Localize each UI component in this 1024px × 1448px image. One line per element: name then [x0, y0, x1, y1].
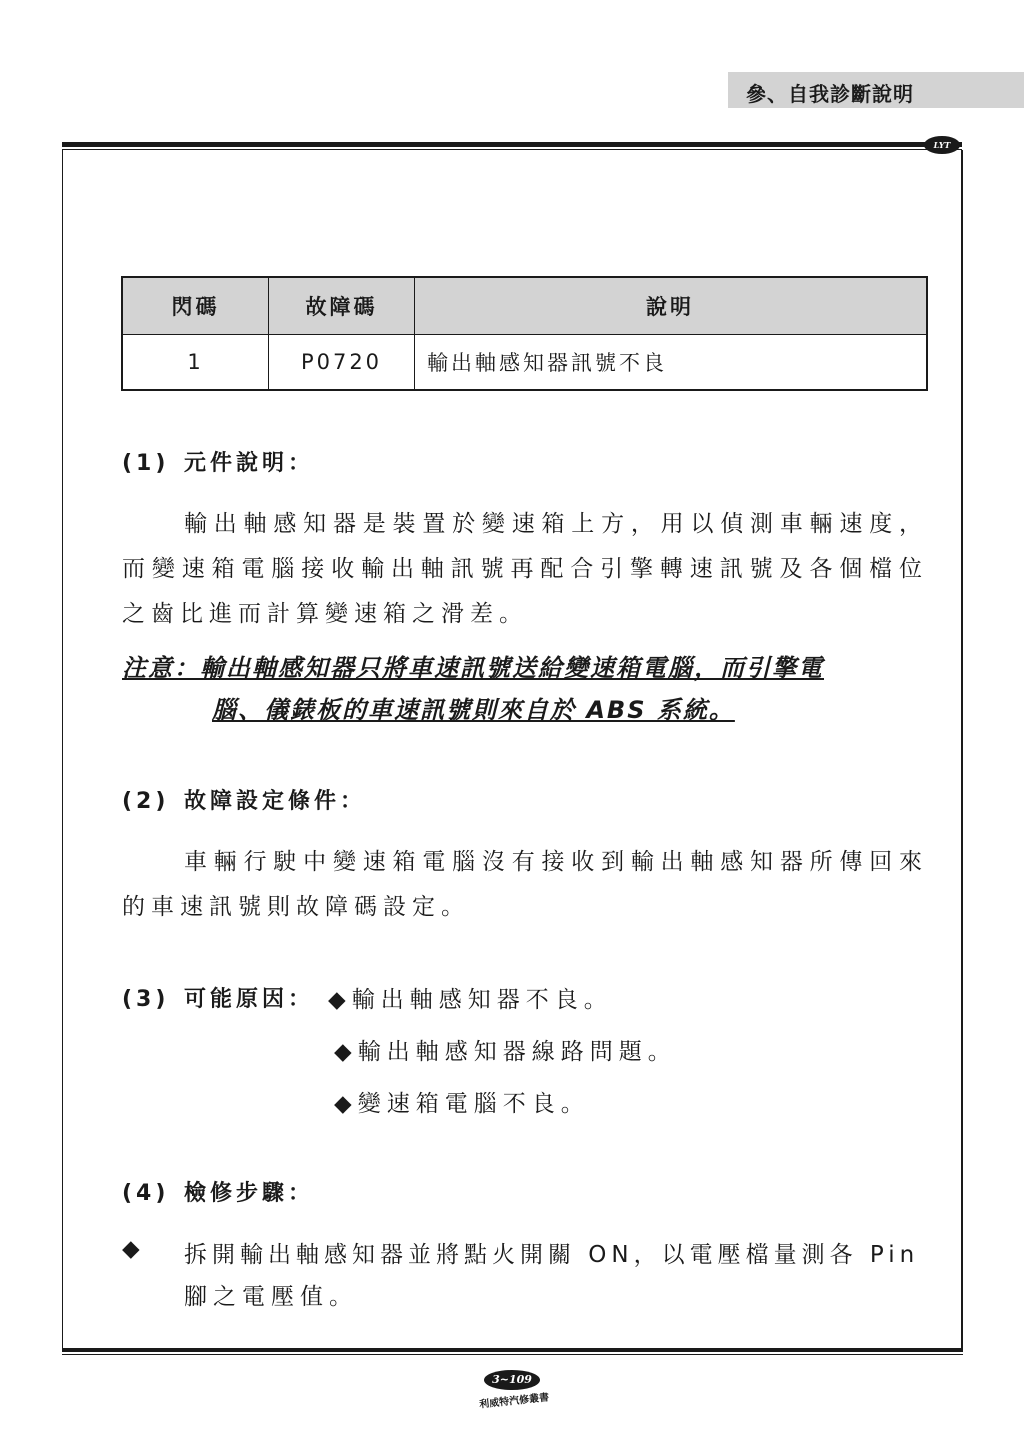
- diamond-bullet-icon: ◆: [334, 1091, 352, 1117]
- cause-text: 輸出軸感知器線路問題。: [357, 1039, 677, 1065]
- section-2-heading: [122, 784, 366, 815]
- publisher-logo: LYT: [924, 136, 960, 154]
- table-row: [122, 335, 927, 391]
- table-header-fault-code: 故障碼: [269, 277, 415, 335]
- cause-text: 變速箱電腦不良。: [357, 1091, 590, 1117]
- section-4-number: (4): [122, 1181, 170, 1206]
- table-cell-flash-code: 1: [122, 335, 269, 391]
- section-3-number: (3): [122, 987, 170, 1012]
- section-header-title: 參、自我診斷說明: [746, 82, 914, 106]
- section-2-title: 故障設定條件：: [184, 789, 367, 814]
- table-cell-description: 輸出軸感知器訊號不良: [415, 335, 928, 391]
- list-item: [334, 1033, 677, 1066]
- section-1-number: (1): [122, 451, 170, 476]
- section-3-heading: [122, 982, 314, 1013]
- publisher-name: 利威特汽修叢書: [478, 1392, 550, 1411]
- diamond-bullet-icon: ◆: [334, 1039, 352, 1065]
- list-item: [328, 981, 613, 1014]
- right-border: [961, 150, 963, 1350]
- fault-code-table: [121, 276, 928, 391]
- section-3-title: 可能原因：: [184, 987, 315, 1012]
- page-number: 3~109: [484, 1370, 540, 1390]
- list-item: [334, 1085, 590, 1118]
- table-header-row: [122, 277, 927, 335]
- section-4-title: 檢修步驟：: [184, 1181, 315, 1206]
- bottom-rule-thin: [62, 1354, 963, 1355]
- step-1-line-1: 拆開輸出軸感知器並將點火開關 ON，以電壓檔量測各 Pin: [184, 1242, 920, 1268]
- top-rule: [62, 142, 962, 147]
- table-header-description: 說明: [415, 277, 928, 335]
- top-rule-thin: [62, 149, 962, 150]
- section-4-heading: [122, 1176, 314, 1207]
- section-2-number: (2): [122, 789, 170, 814]
- diamond-bullet-icon: ◆: [122, 1236, 140, 1262]
- table-header-flash-code: 閃碼: [122, 277, 269, 335]
- diamond-bullet-icon: ◆: [328, 987, 346, 1013]
- note-line-1: 注意：輸出軸感知器只將車速訊號送給變速箱電腦，而引擎電: [122, 654, 824, 682]
- section-1-title: 元件說明：: [184, 451, 315, 476]
- section-1-body: 輸出軸感知器是裝置於變速箱上方，用以偵測車輛速度，而變速箱電腦接收輸出軸訊號再配合引擎轉速訊號及各個檔位之齒比進而計算變速箱之滑差。: [122, 511, 928, 627]
- step-1-line-2: 腳之電壓值。: [184, 1284, 358, 1310]
- section-2-body: 車輛行駛中變速箱電腦沒有接收到輸出軸感知器所傳回來的車速訊號則故障碼設定。: [122, 849, 928, 920]
- cause-text: 輸出軸感知器不良。: [351, 987, 613, 1013]
- table-cell-fault-code: P0720: [269, 335, 415, 391]
- section-1-heading: [122, 446, 314, 477]
- left-border: [62, 150, 63, 1350]
- bottom-rule: [62, 1348, 963, 1352]
- note-line-2: 腦、儀錶板的車速訊號則來自於 ABS 系統。: [212, 696, 735, 724]
